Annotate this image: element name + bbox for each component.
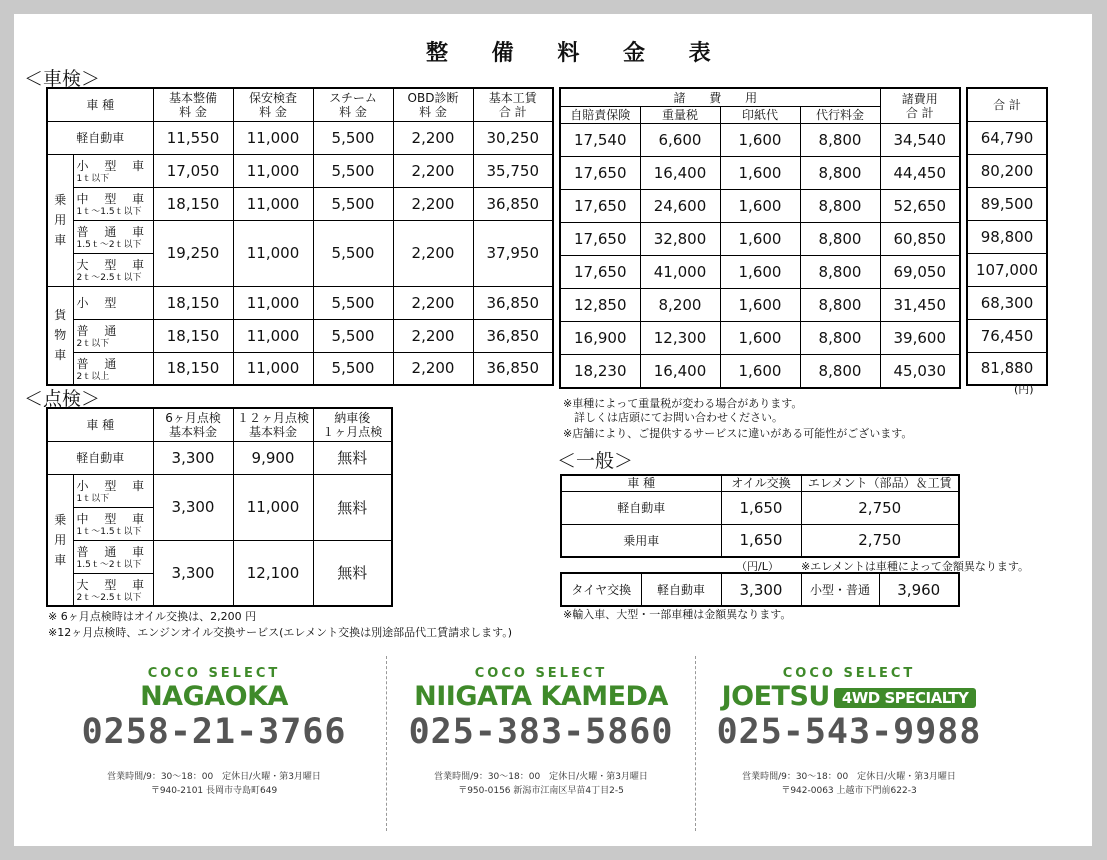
cell-six: 3,300 xyxy=(153,474,233,540)
cell-steam: 5,500 xyxy=(313,154,393,187)
header-labor-total: 基本工賃 合 計 xyxy=(473,88,553,121)
table-row xyxy=(967,352,1047,385)
header-misc-total: 諸費用 合 計 xyxy=(880,88,960,124)
store-phone[interactable]: 025-383-5860 xyxy=(408,712,674,752)
table-row xyxy=(560,157,960,190)
cell-jibai: 17,650 xyxy=(560,256,640,289)
cell-safety: 11,000 xyxy=(233,319,313,352)
cell-stamp: 1,600 xyxy=(720,322,800,355)
tenken-header-twelve: １２ヶ月点検 基本料金 xyxy=(233,408,313,441)
table-row xyxy=(561,573,959,606)
tire-table xyxy=(560,572,960,607)
shaken-table-misc xyxy=(559,87,961,389)
element-note: ※エレメントは車種によって金額異なります。 xyxy=(801,560,1030,573)
cell-misc: 44,450 xyxy=(880,157,960,190)
cell-oil: 1,650 xyxy=(721,491,801,524)
cell-total: 81,880 xyxy=(967,352,1047,385)
cell-misc: 45,030 xyxy=(880,355,960,388)
table-row xyxy=(967,286,1047,319)
cell-safety: 11,000 xyxy=(233,286,313,319)
cell-obd: 2,200 xyxy=(393,319,473,352)
cell-six: 3,300 xyxy=(153,441,233,474)
page-title: 整 備 料 金 表 xyxy=(426,41,729,66)
table-row xyxy=(560,355,960,388)
store-select-label: COCO SELECT xyxy=(782,666,916,681)
row-name: 小 型 車 1ｔ以下 xyxy=(73,154,153,187)
cell-twelve: 12,100 xyxy=(233,540,313,606)
table-row xyxy=(967,253,1047,286)
table-row xyxy=(47,286,553,319)
cell-misc: 31,450 xyxy=(880,289,960,322)
cell-jibai: 12,850 xyxy=(560,289,640,322)
cell-obd: 2,200 xyxy=(393,121,473,154)
table-row xyxy=(47,540,392,573)
table-row xyxy=(47,352,553,385)
cell-jibai: 18,230 xyxy=(560,355,640,388)
cell-misc: 34,540 xyxy=(880,124,960,157)
tenken-note-1: ※ 6ヶ月点検時はオイル交換は、2,200 円 xyxy=(48,610,257,623)
row-name: 普 通 2ｔ以上 xyxy=(73,352,153,385)
row-name: 大 型 車 2ｔ～2.5ｔ以下 xyxy=(73,253,153,286)
cell-steam: 5,500 xyxy=(313,286,393,319)
cell-obd: 2,200 xyxy=(393,187,473,220)
table-row xyxy=(967,220,1047,253)
table-row xyxy=(561,524,959,557)
note-right-3: ※店舗により、ご提供するサービスに違いがある可能性がございます。 xyxy=(563,427,913,440)
tire-kei-price: 3,300 xyxy=(721,573,801,606)
store-joetsu xyxy=(699,666,999,798)
cell-jibai: 17,650 xyxy=(560,157,640,190)
cell-misc: 69,050 xyxy=(880,256,960,289)
ippan-header-oil: オイル交換 xyxy=(721,475,801,491)
cell-jibai: 17,650 xyxy=(560,223,640,256)
cell-labor: 36,850 xyxy=(473,319,553,352)
cell-stamp: 1,600 xyxy=(720,256,800,289)
cell-labor: 36,850 xyxy=(473,286,553,319)
cell-labor: 36,850 xyxy=(473,352,553,385)
ippan-table xyxy=(560,474,960,558)
cell-agency: 8,800 xyxy=(800,289,880,322)
store-address: 〒940-2101 長岡市寺島町649 xyxy=(150,786,278,796)
table-row xyxy=(47,319,553,352)
cell-safety: 11,000 xyxy=(233,220,313,286)
cell-stamp: 1,600 xyxy=(720,223,800,256)
cell-element: 2,750 xyxy=(801,524,959,557)
cell-labor: 35,750 xyxy=(473,154,553,187)
cell-wtax: 16,400 xyxy=(640,157,720,190)
tire-label: タイヤ交換 xyxy=(561,573,641,606)
table-row xyxy=(47,441,392,474)
cell-basic: 11,550 xyxy=(153,121,233,154)
table-row xyxy=(560,322,960,355)
group-cargo: 貨 物 車 xyxy=(47,286,73,385)
cell-wtax: 41,000 xyxy=(640,256,720,289)
cell-stamp: 1,600 xyxy=(720,157,800,190)
cell-stamp: 1,600 xyxy=(720,190,800,223)
table-row xyxy=(560,190,960,223)
row-name: 普 通 車 1.5ｔ～2ｔ以下 xyxy=(73,220,153,253)
store-name: JOETSU xyxy=(721,681,830,712)
table-row xyxy=(47,121,553,154)
cell-basic: 17,050 xyxy=(153,154,233,187)
cell-misc: 39,600 xyxy=(880,322,960,355)
cell-steam: 5,500 xyxy=(313,121,393,154)
tenken-header-after: 納車後 １ヶ月点検 xyxy=(313,408,392,441)
store-address: 〒950-0156 新潟市江南区早苗4丁目2-5 xyxy=(458,786,624,796)
table-row xyxy=(560,223,960,256)
table-row xyxy=(560,289,960,322)
ippan-header-car-type: 車 種 xyxy=(561,475,721,491)
row-name: 小 型 車 1ｔ以下 xyxy=(73,474,153,507)
cell-basic: 19,250 xyxy=(153,220,233,286)
cell-obd: 2,200 xyxy=(393,286,473,319)
tenken-header-car-type: 車 種 xyxy=(47,408,153,441)
table-row xyxy=(560,256,960,289)
cell-stamp: 1,600 xyxy=(720,289,800,322)
cell-after: 無料 xyxy=(313,540,392,606)
tenken-header-six: 6ヶ月点検 基本料金 xyxy=(153,408,233,441)
cell-agency: 8,800 xyxy=(800,223,880,256)
table-row xyxy=(967,154,1047,187)
header-steam: スチーム 料 金 xyxy=(313,88,393,121)
cell-element: 2,750 xyxy=(801,491,959,524)
tire-normal-price: 3,960 xyxy=(879,573,959,606)
tenken-table xyxy=(46,407,393,607)
store-nagaoka xyxy=(54,666,374,798)
store-select-label: COCO SELECT xyxy=(147,666,281,681)
store-niigata-kameda xyxy=(396,666,686,798)
cell-labor: 37,950 xyxy=(473,220,553,286)
note-right-2: 詳しくは店頭にてお問い合わせください。 xyxy=(563,411,783,424)
cell-total: 89,500 xyxy=(967,187,1047,220)
header-grand-total: 合 計 xyxy=(967,88,1047,121)
cell-total: 107,000 xyxy=(967,253,1047,286)
row-name: 中 型 車 1ｔ～1.5ｔ以下 xyxy=(73,187,153,220)
cell-agency: 8,800 xyxy=(800,124,880,157)
cell-wtax: 32,800 xyxy=(640,223,720,256)
cell-jibai: 16,900 xyxy=(560,322,640,355)
cell-wtax: 16,400 xyxy=(640,355,720,388)
cell-wtax: 12,300 xyxy=(640,322,720,355)
shaken-table-total xyxy=(966,87,1048,386)
cell-steam: 5,500 xyxy=(313,352,393,385)
store-select-label: COCO SELECT xyxy=(474,666,608,681)
import-note: ※輸入車、大型・一部車種は金額異なります。 xyxy=(563,608,792,621)
store-address: 〒942-0063 上越市下門前622-3 xyxy=(781,786,917,796)
cell-steam: 5,500 xyxy=(313,187,393,220)
cell-after: 無料 xyxy=(313,474,392,540)
cell-agency: 8,800 xyxy=(800,157,880,190)
cell-oil: 1,650 xyxy=(721,524,801,557)
row-name: 普 通 2ｔ以下 xyxy=(73,319,153,352)
cell-wtax: 24,600 xyxy=(640,190,720,223)
cell-total: 68,300 xyxy=(967,286,1047,319)
footer-divider xyxy=(695,656,696,831)
row-name: 軽自動車 xyxy=(561,491,721,524)
row-name: 軽自動車 xyxy=(47,441,153,474)
shaken-section-label: ＜車検＞ xyxy=(24,68,101,90)
header-misc: 諸 費 用 xyxy=(560,88,880,107)
header-agency: 代行料金 xyxy=(800,107,880,124)
group-passenger: 乗 用 車 xyxy=(47,154,73,286)
cell-safety: 11,000 xyxy=(233,352,313,385)
row-name: 小 型 xyxy=(73,286,153,319)
cell-total: 98,800 xyxy=(967,220,1047,253)
cell-wtax: 8,200 xyxy=(640,289,720,322)
cell-safety: 11,000 xyxy=(233,154,313,187)
note-right-1: ※車種によって重量税が変わる場合があります。 xyxy=(563,397,803,410)
cell-safety: 11,000 xyxy=(233,121,313,154)
store-hours: 営業時間/9：30～18：00 定休日/火曜・第3月曜日 xyxy=(434,772,648,782)
header-jibaiseki: 自賠責保険 xyxy=(560,107,640,124)
cell-obd: 2,200 xyxy=(393,154,473,187)
store-badge: 4WD SPECIALTY xyxy=(834,688,977,708)
cell-steam: 5,500 xyxy=(313,220,393,286)
ippan-section-label: ＜一般＞ xyxy=(557,450,634,472)
table-row xyxy=(967,121,1047,154)
store-hours: 営業時間/9：30～18：00 定休日/火曜・第3月曜日 xyxy=(107,772,321,782)
cell-agency: 8,800 xyxy=(800,256,880,289)
cell-misc: 60,850 xyxy=(880,223,960,256)
row-name: 乗用車 xyxy=(561,524,721,557)
cell-agency: 8,800 xyxy=(800,355,880,388)
cell-labor: 30,250 xyxy=(473,121,553,154)
table-row xyxy=(47,474,392,507)
price-sheet xyxy=(14,14,1092,846)
cell-twelve: 11,000 xyxy=(233,474,313,540)
header-car-type: 車 種 xyxy=(47,88,153,121)
ippan-header-element: エレメント（部品）＆工賃 xyxy=(801,475,959,491)
cell-total: 80,200 xyxy=(967,154,1047,187)
cell-basic: 18,150 xyxy=(153,319,233,352)
row-name: 大 型 車 2ｔ～2.5ｔ以下 xyxy=(73,573,153,606)
tire-normal: 小型・普通 xyxy=(801,573,879,606)
store-name: NIIGATA KAMEDA xyxy=(414,681,668,712)
store-name: NAGAOKA xyxy=(140,681,288,712)
row-name: 軽自動車 xyxy=(47,121,153,154)
row-name: 中 型 車 1ｔ～1.5ｔ以下 xyxy=(73,507,153,540)
table-row xyxy=(47,187,553,220)
cell-six: 3,300 xyxy=(153,540,233,606)
cell-obd: 2,200 xyxy=(393,352,473,385)
table-row xyxy=(560,124,960,157)
table-row xyxy=(47,154,553,187)
table-row xyxy=(967,319,1047,352)
store-name-row xyxy=(699,681,999,712)
header-weight-tax: 重量税 xyxy=(640,107,720,124)
cell-wtax: 6,600 xyxy=(640,124,720,157)
cell-twelve: 9,900 xyxy=(233,441,313,474)
store-hours: 営業時間/9：30～18：00 定休日/火曜・第3月曜日 xyxy=(742,772,956,782)
cell-total: 76,450 xyxy=(967,319,1047,352)
store-phone[interactable]: 025-543-9988 xyxy=(716,712,982,752)
cell-total: 64,790 xyxy=(967,121,1047,154)
unit-yen: (円) xyxy=(1014,383,1034,396)
header-stamp: 印紙代 xyxy=(720,107,800,124)
table-row xyxy=(967,187,1047,220)
tire-kei: 軽自動車 xyxy=(641,573,721,606)
shaken-table-left xyxy=(46,87,554,386)
cell-stamp: 1,600 xyxy=(720,124,800,157)
cell-steam: 5,500 xyxy=(313,319,393,352)
header-obd: OBD診断 料 金 xyxy=(393,88,473,121)
cell-basic: 18,150 xyxy=(153,286,233,319)
cell-stamp: 1,600 xyxy=(720,355,800,388)
tenken-note-2: ※12ヶ月点検時、エンジンオイル交換サービス(エレメント交換は別途部品代工賃請求します。) xyxy=(48,626,512,639)
table-row xyxy=(561,491,959,524)
cell-safety: 11,000 xyxy=(233,187,313,220)
cell-jibai: 17,540 xyxy=(560,124,640,157)
cell-labor: 36,850 xyxy=(473,187,553,220)
header-safety: 保安検査 料 金 xyxy=(233,88,313,121)
footer-divider xyxy=(386,656,387,831)
cell-agency: 8,800 xyxy=(800,322,880,355)
cell-jibai: 17,650 xyxy=(560,190,640,223)
table-row xyxy=(47,220,553,253)
tenken-section-label: ＜点検＞ xyxy=(24,388,101,410)
cell-misc: 52,650 xyxy=(880,190,960,223)
tenken-group-passenger: 乗 用 車 xyxy=(47,474,73,606)
row-name: 普 通 車 1.5ｔ～2ｔ以下 xyxy=(73,540,153,573)
cell-basic: 18,150 xyxy=(153,352,233,385)
cell-after: 無料 xyxy=(313,441,392,474)
header-basic: 基本整備 料 金 xyxy=(153,88,233,121)
cell-agency: 8,800 xyxy=(800,190,880,223)
ippan-unit: （円/L） xyxy=(736,560,779,573)
cell-basic: 18,150 xyxy=(153,187,233,220)
store-phone[interactable]: 0258-21-3766 xyxy=(81,712,347,752)
cell-obd: 2,200 xyxy=(393,220,473,286)
